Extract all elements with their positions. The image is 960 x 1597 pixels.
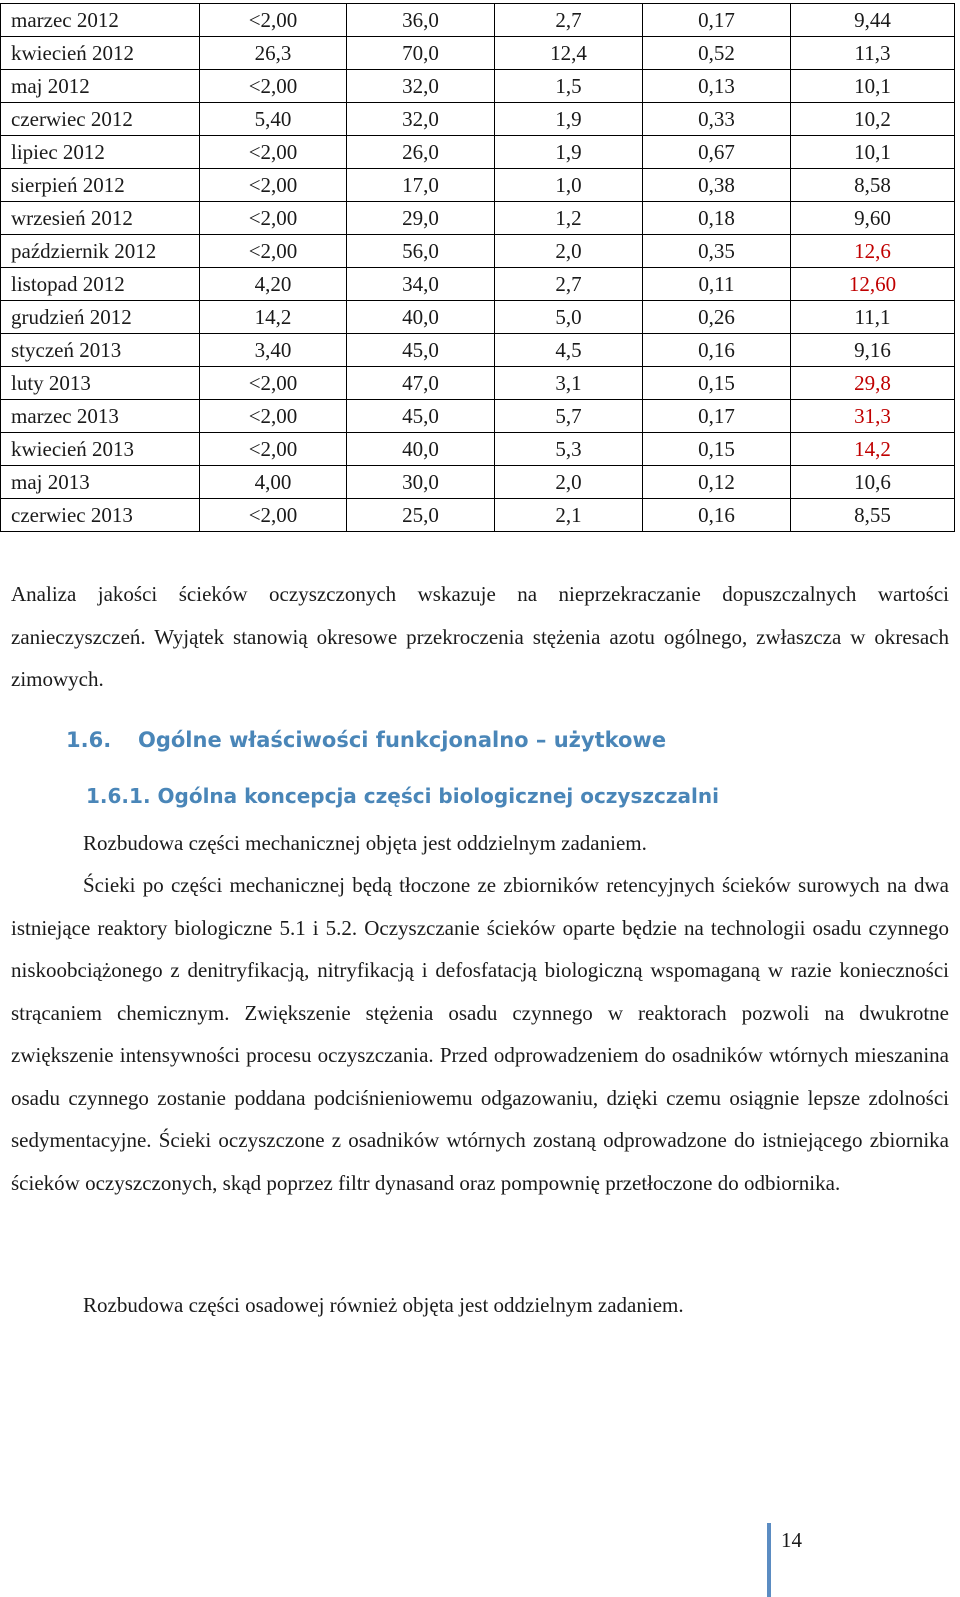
month-cell: wrzesień 2012 bbox=[1, 202, 200, 235]
value-cell-3: 5,0 bbox=[495, 301, 643, 334]
section-heading bbox=[66, 728, 666, 752]
month-cell: maj 2013 bbox=[1, 466, 200, 499]
table-row bbox=[1, 202, 955, 235]
month-cell: grudzień 2012 bbox=[1, 301, 200, 334]
month-cell: czerwiec 2013 bbox=[1, 499, 200, 532]
value-cell-2: 40,0 bbox=[347, 301, 495, 334]
month-cell: luty 2013 bbox=[1, 367, 200, 400]
table-row bbox=[1, 37, 955, 70]
value-cell-1: 14,2 bbox=[200, 301, 347, 334]
value-cell-5: 8,55 bbox=[791, 499, 955, 532]
table-row bbox=[1, 400, 955, 433]
value-cell-1: 3,40 bbox=[200, 334, 347, 367]
value-cell-1: 4,00 bbox=[200, 466, 347, 499]
month-cell: listopad 2012 bbox=[1, 268, 200, 301]
value-cell-2: 30,0 bbox=[347, 466, 495, 499]
month-cell: styczeń 2013 bbox=[1, 334, 200, 367]
value-cell-4: 0,11 bbox=[643, 268, 791, 301]
month-cell: marzec 2012 bbox=[1, 4, 200, 37]
value-cell-2: 34,0 bbox=[347, 268, 495, 301]
month-cell: czerwiec 2012 bbox=[1, 103, 200, 136]
value-cell-2: 70,0 bbox=[347, 37, 495, 70]
value-cell-1: 4,20 bbox=[200, 268, 347, 301]
table-row bbox=[1, 268, 955, 301]
table-row bbox=[1, 103, 955, 136]
page-number bbox=[765, 1523, 935, 1597]
value-cell-1: <2,00 bbox=[200, 400, 347, 433]
value-cell-4: 0,15 bbox=[643, 433, 791, 466]
value-cell-5: 10,1 bbox=[791, 70, 955, 103]
table-row bbox=[1, 235, 955, 268]
value-cell-1: <2,00 bbox=[200, 70, 347, 103]
month-cell: kwiecień 2012 bbox=[1, 37, 200, 70]
value-cell-1: <2,00 bbox=[200, 367, 347, 400]
value-cell-1: 26,3 bbox=[200, 37, 347, 70]
table-row bbox=[1, 301, 955, 334]
value-cell-2: 32,0 bbox=[347, 70, 495, 103]
value-cell-2: 45,0 bbox=[347, 400, 495, 433]
table-row bbox=[1, 169, 955, 202]
section-title: Ogólne właściwości funkcjonalno – użytkowe bbox=[138, 728, 667, 752]
results-table bbox=[0, 3, 955, 532]
table-row bbox=[1, 70, 955, 103]
value-cell-3: 2,1 bbox=[495, 499, 643, 532]
value-cell-4: 0,17 bbox=[643, 400, 791, 433]
table-row bbox=[1, 433, 955, 466]
value-cell-3: 12,4 bbox=[495, 37, 643, 70]
value-cell-4: 0,67 bbox=[643, 136, 791, 169]
value-cell-5: 12,6 bbox=[791, 235, 955, 268]
paragraph-sludge: Rozbudowa części osadowej również objęta jest oddzielnym zadaniem. bbox=[83, 1293, 684, 1317]
value-cell-4: 0,12 bbox=[643, 466, 791, 499]
value-cell-4: 0,17 bbox=[643, 4, 791, 37]
value-cell-1: <2,00 bbox=[200, 202, 347, 235]
month-cell: lipiec 2012 bbox=[1, 136, 200, 169]
value-cell-5: 8,58 bbox=[791, 169, 955, 202]
subsection-heading: 1.6.1. Ogólna koncepcja części biologicznej oczyszczalni bbox=[86, 784, 719, 808]
value-cell-5: 10,1 bbox=[791, 136, 955, 169]
value-cell-4: 0,16 bbox=[643, 334, 791, 367]
value-cell-4: 0,13 bbox=[643, 70, 791, 103]
value-cell-2: 56,0 bbox=[347, 235, 495, 268]
page-number-text: 14 bbox=[781, 1528, 802, 1552]
value-cell-4: 0,52 bbox=[643, 37, 791, 70]
paragraph-mechanical: Rozbudowa części mechanicznej objęta jest oddzielnym zadaniem. bbox=[83, 831, 647, 855]
results-table-body bbox=[1, 4, 955, 532]
value-cell-5: 14,2 bbox=[791, 433, 955, 466]
value-cell-2: 47,0 bbox=[347, 367, 495, 400]
table-row bbox=[1, 136, 955, 169]
month-cell: kwiecień 2013 bbox=[1, 433, 200, 466]
table-row bbox=[1, 466, 955, 499]
value-cell-2: 40,0 bbox=[347, 433, 495, 466]
value-cell-4: 0,33 bbox=[643, 103, 791, 136]
section-number: 1.6. bbox=[66, 728, 112, 752]
value-cell-3: 3,1 bbox=[495, 367, 643, 400]
value-cell-5: 11,3 bbox=[791, 37, 955, 70]
value-cell-3: 1,5 bbox=[495, 70, 643, 103]
value-cell-1: <2,00 bbox=[200, 433, 347, 466]
value-cell-5: 9,44 bbox=[791, 4, 955, 37]
value-cell-2: 36,0 bbox=[347, 4, 495, 37]
value-cell-5: 10,2 bbox=[791, 103, 955, 136]
value-cell-2: 29,0 bbox=[347, 202, 495, 235]
value-cell-5: 9,16 bbox=[791, 334, 955, 367]
value-cell-3: 2,7 bbox=[495, 4, 643, 37]
value-cell-1: <2,00 bbox=[200, 499, 347, 532]
value-cell-3: 2,7 bbox=[495, 268, 643, 301]
value-cell-3: 1,9 bbox=[495, 136, 643, 169]
value-cell-4: 0,35 bbox=[643, 235, 791, 268]
value-cell-4: 0,18 bbox=[643, 202, 791, 235]
month-cell: sierpień 2012 bbox=[1, 169, 200, 202]
table-row bbox=[1, 4, 955, 37]
value-cell-1: <2,00 bbox=[200, 136, 347, 169]
value-cell-2: 25,0 bbox=[347, 499, 495, 532]
value-cell-3: 2,0 bbox=[495, 466, 643, 499]
value-cell-5: 29,8 bbox=[791, 367, 955, 400]
value-cell-5: 11,1 bbox=[791, 301, 955, 334]
value-cell-2: 45,0 bbox=[347, 334, 495, 367]
value-cell-3: 4,5 bbox=[495, 334, 643, 367]
analysis-paragraph: Analiza jakości ścieków oczyszczonych wskazuje na nieprzekraczanie dopuszczalnych wartości zanieczyszczeń. Wyjątek stanowią okresowe przekroczenia stężenia azotu ogólnego, zwłaszcza w okresach zimowych. bbox=[11, 582, 949, 691]
value-cell-3: 1,0 bbox=[495, 169, 643, 202]
value-cell-3: 5,3 bbox=[495, 433, 643, 466]
paragraph-process: Ścieki po części mechanicznej będą tłoczone ze zbiorników retencyjnych ścieków surowych na dwa istniejące reaktory biologiczne 5.1 i 5.2. Oczyszczanie ścieków oparte będzie na technologii osadu czynnego niskoobciążonego z denitryfikacją, nitryfikacją i defosfatacją biologiczną wspomaganą w razie konieczności strącaniem chemicznym. Zwiększenie stężenia osadu czynnego w reaktorach pozwoli na dwukrotne zwiększenie intensywności procesu oczyszczania. Przed odprowadzeniem do osadników wtórnych mieszanina osadu czynnego zostanie poddana podciśnieniowemu odgazowaniu, dzięki czemu osiągnie lepsze zdolności sedymentacyjne. Ścieki oczyszczone z osadników wtórnych zostaną odprowadzone do istniejącego zbiornika ścieków oczyszczonych, skąd poprzez filtr dynasand oraz pompownię przetłoczone do odbiornika. bbox=[11, 873, 949, 1195]
value-cell-5: 31,3 bbox=[791, 400, 955, 433]
value-cell-4: 0,15 bbox=[643, 367, 791, 400]
value-cell-3: 1,9 bbox=[495, 103, 643, 136]
value-cell-1: <2,00 bbox=[200, 169, 347, 202]
value-cell-3: 2,0 bbox=[495, 235, 643, 268]
value-cell-2: 17,0 bbox=[347, 169, 495, 202]
value-cell-1: <2,00 bbox=[200, 235, 347, 268]
month-cell: marzec 2013 bbox=[1, 400, 200, 433]
month-cell: maj 2012 bbox=[1, 70, 200, 103]
value-cell-1: 5,40 bbox=[200, 103, 347, 136]
value-cell-1: <2,00 bbox=[200, 4, 347, 37]
value-cell-2: 32,0 bbox=[347, 103, 495, 136]
value-cell-4: 0,16 bbox=[643, 499, 791, 532]
value-cell-5: 9,60 bbox=[791, 202, 955, 235]
value-cell-4: 0,38 bbox=[643, 169, 791, 202]
table-row bbox=[1, 367, 955, 400]
value-cell-4: 0,26 bbox=[643, 301, 791, 334]
value-cell-5: 12,60 bbox=[791, 268, 955, 301]
value-cell-5: 10,6 bbox=[791, 466, 955, 499]
value-cell-3: 1,2 bbox=[495, 202, 643, 235]
value-cell-2: 26,0 bbox=[347, 136, 495, 169]
table-row bbox=[1, 499, 955, 532]
value-cell-3: 5,7 bbox=[495, 400, 643, 433]
month-cell: październik 2012 bbox=[1, 235, 200, 268]
table-row bbox=[1, 334, 955, 367]
